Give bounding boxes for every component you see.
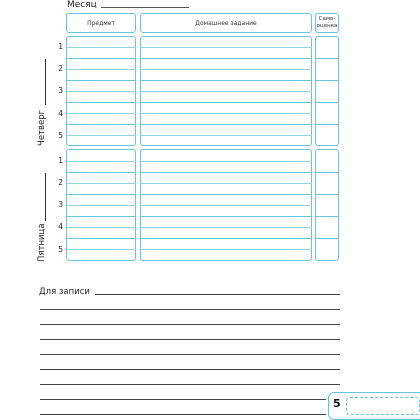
thursday-row-number: 3 — [58, 86, 63, 95]
thursday-row-divider — [66, 102, 136, 103]
homework-header: Домашнее задание — [195, 20, 257, 27]
friday-row-divider — [66, 216, 136, 217]
self-assessment-header-line2: оценка — [316, 23, 338, 29]
subject-header: Предмет — [87, 20, 115, 27]
notes-line[interactable] — [95, 294, 340, 295]
writing-guide-line — [140, 249, 312, 250]
thursday-row-number: 5 — [58, 131, 63, 140]
thursday-row-divider — [315, 80, 339, 81]
notes-label: Для записи — [39, 287, 90, 297]
notes-line[interactable] — [40, 309, 340, 310]
thursday-row-divider — [66, 58, 136, 59]
writing-guide-line — [66, 69, 136, 70]
writing-guide-line — [66, 91, 136, 92]
friday-row-divider — [140, 216, 312, 217]
thursday-label: Четверг — [37, 109, 47, 146]
thursday-row-divider — [315, 102, 339, 103]
notes-line[interactable] — [40, 339, 340, 340]
writing-guide-line — [66, 135, 136, 136]
notes-line[interactable] — [40, 324, 340, 325]
friday-label: Пятница — [37, 223, 47, 262]
notes-line[interactable] — [40, 414, 326, 415]
notes-line[interactable] — [40, 369, 340, 370]
writing-guide-line — [140, 69, 312, 70]
writing-guide-line — [66, 227, 136, 228]
friday-row-divider — [315, 216, 339, 217]
friday-row-divider — [66, 238, 136, 239]
thursday-row-number: 2 — [58, 64, 63, 73]
notes-line[interactable] — [40, 399, 326, 400]
notes-line[interactable] — [40, 354, 340, 355]
writing-guide-line — [140, 183, 312, 184]
month-input-line[interactable] — [101, 7, 189, 8]
writing-guide-line — [140, 91, 312, 92]
friday-row-divider — [140, 194, 312, 195]
writing-guide-line — [140, 227, 312, 228]
friday-row-number: 4 — [58, 222, 63, 231]
thursday-row-divider — [315, 58, 339, 59]
friday-row-divider — [315, 238, 339, 239]
writing-guide-line — [140, 135, 312, 136]
thursday-row-divider — [140, 80, 312, 81]
friday-row-number: 5 — [58, 245, 63, 254]
friday-row-number: 1 — [58, 156, 63, 165]
thursday-row-number: 4 — [58, 109, 63, 118]
writing-guide-line — [66, 249, 136, 250]
thursday-row-divider — [66, 80, 136, 81]
writing-guide-line — [66, 205, 136, 206]
friday-row-divider — [140, 238, 312, 239]
friday-name-line — [45, 173, 46, 221]
friday-row-divider — [66, 172, 136, 173]
writing-guide-line — [140, 205, 312, 206]
thursday-row-divider — [140, 58, 312, 59]
thursday-row-number: 1 — [58, 42, 63, 51]
page-number-tab-stitch — [346, 397, 420, 415]
thursday-row-divider — [66, 124, 136, 125]
thursday-self-box — [315, 36, 339, 146]
writing-guide-line — [66, 47, 136, 48]
writing-guide-line — [66, 161, 136, 162]
writing-guide-line — [140, 113, 312, 114]
friday-row-number: 3 — [58, 200, 63, 209]
writing-guide-line — [140, 161, 312, 162]
page-number: 5 — [333, 397, 341, 410]
friday-row-divider — [140, 172, 312, 173]
writing-guide-line — [66, 113, 136, 114]
thursday-name-line — [45, 59, 46, 105]
friday-row-number: 2 — [58, 178, 63, 187]
friday-self-box — [315, 149, 339, 261]
friday-row-divider — [66, 194, 136, 195]
month-label: Месяц — [67, 0, 97, 10]
thursday-row-divider — [315, 124, 339, 125]
thursday-row-divider — [140, 124, 312, 125]
self-assessment-header-line1: Само- — [318, 16, 336, 22]
writing-guide-line — [140, 47, 312, 48]
friday-row-divider — [315, 172, 339, 173]
thursday-row-divider — [140, 102, 312, 103]
friday-row-divider — [315, 194, 339, 195]
notes-line[interactable] — [40, 384, 340, 385]
writing-guide-line — [66, 183, 136, 184]
